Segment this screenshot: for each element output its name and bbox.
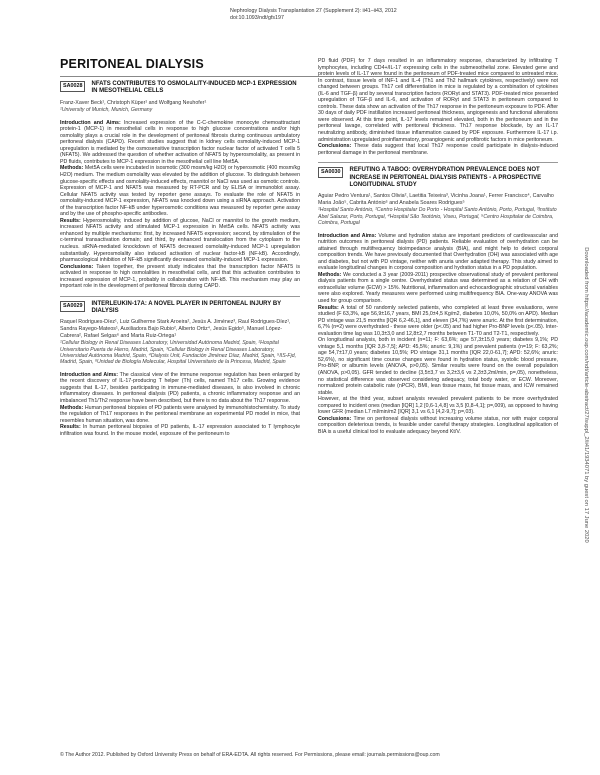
abstract-code: SA0029 [60, 301, 85, 312]
abstract-paragraph [60, 405, 300, 425]
para-text: Met5A cells were incubated in isosmotic (300 mosm/kg H2O) or hyperosmotic (400 mosm/kg H2O) medium. The medium osmolality was elevated by the addition of glucose. To distinguish between glucose-specific effects and osmolality-induced effects, mannitol or NaCl was used as osmotic controls. Expression of MCP-1 and NFAT5 was measured by RT-PCR and by ELISA or immunoblot assay. Cellular NFAT5 activity was tested by reporter gene assays. To evaluate the role of NFAT5 in osmolality-induced MCP-1 expression, NFAT5 was knocked down using a siRNA approach. Activation of the transcription factor NF-kB under hyperosmotic conditions was measured by reporter gene assay and by the use of phospho-specific antibodies. [60, 165, 300, 218]
right-column [318, 58, 558, 441]
para-label: Methods: [60, 404, 84, 411]
para-text: Increased expression of the C-C-chemokine monocyte chemoattractant protein-1 (MCP-1) in mesothelial cells in response to high glucose concentrations and/or high osmolality plays a crucial role in the development of peritoneal fibrosis during continuous ambulatory peritoneal dialysis (CAPD). Recent studies suggest that in kidney cells osmolality-induced MCP-1 upregulation is mediated by the osmosensitive transcription factor nuclear factor of activated T cells 5 (NFAT5). We addressed the question of whether activation of NFAT5 by hyperosmolality, as present in PD fluids, contributes to MCP-1 expression in the mesothelial cell line Met5A. [60, 119, 300, 165]
abstract-paragraph [318, 58, 558, 143]
para-text: A total of 50 randomly selected patients, who completed at least three evaluations, were studied (F 63,3%, age 56,9±16,7 years, BMI 25,0±4,5 Kg/m2, diabetes 10,0%, 50,0% on APD). Median PD vintage was 21,5 months [IQR 6,2-46,1], and eleven (34,7%) were anuric. At the first determination, 6,7% (n=2) were overhydrated - these were older (p<.05) and had higher Pro-BNP levels (p<.05). Inter-evaluation time lag was 10,3±3,0 and 12,8±2,7 months between T1-T0 and T2-T1, respectively. [318, 304, 558, 337]
abstract-paragraph [60, 165, 300, 217]
para-label: Introduction and Aims: [60, 371, 118, 378]
left-column [60, 81, 300, 443]
abstract-title: NFATS CONTRIBUTES TO OSMOLALITY-INDUCED MCP-1 EXPRESSION IN MESOTHELIAL CELLS [91, 81, 297, 95]
doi: doi:10.1093/ndt/gfs197 [230, 15, 284, 22]
para-text: Taken together, the present study indicates that the transcription factor NFAT5 is activated in response to high osmolalities in mesothelial cells, and that this activation contributes to increased expression of MCP-1, probably in collaboration with NF-kB. This mechanism may play an important role in the development of peritoneal fibrosis during CAPD. [60, 263, 300, 290]
abstract-title: REFUTING A TABOO: OVERHYDRATION PREVALENCE DOES NOT INCREASE IN PERITONEAL DIALYSIS PATIENTS - A PROSPECTIVE LONGITUDINAL STUDY [349, 167, 542, 188]
abstract-authors: Raquel Rodrigues-Díez¹, Luiz Guilherme Stark Aroeira², Jesús A. Jiménez³, Raul Rodrigues-Díez¹, Sandra Rayego-Mateos¹, Auxiliadora Bajo Rubio², Alberto Ortiz⁴, Jesús Egido⁵, Manuel López-Cabrera², Rafael Selgas⁶ and Marta Ruiz-Ortega¹ [60, 319, 291, 339]
abstract-paragraph [318, 396, 558, 416]
para-text: However, at the third year, subset analysis revealed prevalent patients to be more overhydrated compared to incident ones (median [IQR] 1,2 [0,6-1,4,8] vs 3,5 [0,8-4,1]; p=,009), as opposed to having lower GFR (median L7 ml/min/m2 [IQR] 3,1 vs 6,1 [4,2-9,7]; p=,03). [318, 396, 558, 416]
abstract-header [60, 301, 300, 316]
para-text: On longitudinal analysis, both in incident (n=11; F: 63,6%; age 57,3±15,0 years; diabetes 9,1%; PD vintage 5,1 months [IQR 3,8-7,5]; APD: 45,5%; anuric: 9,1%) and prevalent patients (n=19; F: 63,2%; age 54,7±17,0 years; diabetes 10,5%; PD vintage 31,1 months [IQR 22,0-61,7]; APD: 52,6%; anuric: 52,6%), no significant time course changes were found in hydration status, systolic blood pressure, Pro-BNP, or albumin levels (ANOVA, p>0,05). Similar results were found on the overall population (ANOVA, p>0,05). GFR tended to decline (3,5±3,7 vs 3,2±3,6 vs 2,3±3,2ml/min, p=,05), nonetheless, no statistical difference was observed considering adequacy, total body water, or ECW. Moreover, normalized protein catabolic rate (nPCR), BMI, lean tissue mass, fat tissue mass, and ICW remained stable. [318, 337, 558, 396]
para-label: Results: [60, 217, 81, 224]
para-text: Volume and hydration status are important predictors of cardiovascular and nutrition outcomes in peritoneal dialysis (PD) patients. Reliable evaluation of overhydration can be attained through multifrequency bioimpedance analysis (BIA), and might help to detect corporal composition trends. We have previously documented that Overhydration (OH) was associated with age and diabetes, but not with PD vintage, neither with anuria under adapted therapy. This study aimed to evaluate longitudinal changes in corporal composition and hydration status in a PD population. [318, 232, 558, 272]
para-text: PD fluid (PDF) for 7 days resulted in an inflammatory response, characterized by infiltrating T lymphocytes, including CD4+/IL-17 expressing cells in the submesothelial zone. Elevated gene and protein levels of IL-17 were found in the peritoneum of PDF-treated mice compared to untreated mice. In contrast, tissue levels of INF-1 and IL-4 (Th1 and Th2 hallmark cytokines, respectively) were not changed between groups. Th17 cell differentiation in mice is regulated by a combination of cytokines (IL-6 and TGF-β) and by several transcription factors (RORγt and STAT3). PDF-treated mice presented upregulation of TGF-β and IL-6, and activation of RORγt and STAT3 in peritoneum compared to controls. These data show an activation of the Th17 response in the peritoneum exposure to PDF. After 30 days of daily PDF instillation increased peritoneal thickness, angiogenesis and functional alterations were observed. At this time point, IL-17 levels remained elevated, both in the peritoneum and in the peritoneal lavage, correlated with peritoneal thickness. Th17 response blockade, by an IL-17 neutralizing antibody, diminished tissue inflammation caused by PDF exposure. Furthermore IL-17 i.p. administration upregulated proinflammatory, proangiogenic and profibrotic factors in mice peritoneum. [318, 58, 558, 143]
abstract-header [318, 167, 558, 189]
para-label: Introduction and Aims: [60, 119, 121, 126]
abstract-paragraph [60, 264, 300, 290]
abstract-paragraph [60, 120, 300, 166]
abstract-sa0029-continued [318, 58, 558, 156]
abstract-paragraph [318, 272, 558, 305]
para-text: We conducted a 3 year (2009-2011) prospective observational study of prevalent peritoneal dialysis patients from a single centre. Overhydrated status was determined as a relation of OH with extracellular volume (ECW) > 15%. Nutritional, inflammation and echocardiographic structural variables were also explored. Yearly measures were performed using multifrequency BIA. One-way ANOVA was used for group comparison. [318, 271, 558, 304]
abstract-affiliation: ¹Cellular Biology in Renal Diseases Laboratory, Universidad Autónoma Madrid, Spain, ²Hospital Universitario Puerta de Hierro, Madrid, Spain, ³Cellular Biology in Renal Diseases Laboratory, Universidad Autónoma Madrid, Spain, ⁴Dialysis Unit, Fundación Jiménez Díaz, Madrid, Spain, ⁵IIS-Fjd, Madrid, Spain, ⁶Unidad de Biología Molecular, Hospital Universitario de la Princesa, Madrid, Spain [60, 340, 297, 366]
abstract-paragraph [318, 143, 558, 156]
abstract-title: INTERLEUKIN-17A: A NOVEL PLAYER IN PERITONEAL INJURY BY DIALYSIS [91, 300, 282, 315]
para-label: Methods: [60, 165, 84, 172]
para-text: The classical view of the immune response regulation has been enlarged by the recent discovery of IL-17-producing T helper (Th) cells, named Th17 cells. Growing evidence suggests that IL-17, besides participating in immune-mediated diseases, is also involved in chronic inflammatory diseases. In peritoneal dialysis (PD) patients, a chronic inflammatory response and an imbalanced Th1/Th2 response have been described, but there is no data about the Th17 response. [60, 371, 300, 404]
abstract-code: SA0028 [60, 81, 85, 92]
abstract-sa0028 [60, 81, 300, 290]
para-text: These data suggest that local Th17 response could participate in dialysis-induced peritoneal damage in the peritoneal membrane. [318, 143, 558, 156]
section-title: PERITONEAL DIALYSIS [60, 57, 204, 71]
journal-header [0, 8, 600, 23]
abstract-divider [60, 296, 300, 297]
para-text: Human peritoneal biopsies of PD patients were analysed by immunohistochemistry. To study the regulation of Th17 responses in the peritoneal membrane an experimental PD model in mice, that resembles human situation, was done. [60, 404, 300, 424]
abstract-paragraph [60, 372, 300, 405]
para-label: Results: [318, 304, 339, 311]
abstract-paragraph [318, 305, 558, 338]
para-label: Introduction and Aims: [318, 232, 377, 239]
para-label: Methods: [318, 271, 342, 278]
abstract-header [60, 81, 300, 96]
abstract-paragraph [318, 233, 558, 272]
abstract-divider [318, 162, 558, 163]
abstract-affiliation: ¹Hospital Santo António, ²Centro Hospitalar Do Porto - Hospital Santo António, Porto, Portugal, ³Instituto Abel Salazar, Porto, Portugal, ⁴Hospital São Teotónio, Viseu, Portugal, ⁵Centro Hospitalar de Coimbra, Coimbra, Portugal [318, 207, 557, 227]
para-label: Conclusions: [60, 263, 94, 270]
download-notice: Downloaded from https://academic.oup.com/ndt/article-abstract/27/suppl_2/ii41/1934071 by guest on 17 June 2020 [583, 247, 589, 543]
abstract-sa0030 [318, 167, 558, 435]
para-label: Conclusions: [318, 143, 352, 150]
abstract-affiliation: ¹University of Munich, Munich, Germany [60, 107, 153, 114]
abstract-paragraph [60, 424, 300, 437]
abstract-paragraph [318, 337, 558, 396]
para-text: Hyperosmolality, induced by addition of glucose, NaCl or mannitol to the growth medium, increased NFAT5 activity and stimulated MCP-1 expression in Met5A cells. NFAT5 activity was enhanced by multiple mechanisms: first, by increased NFAT5 expression; second, by stimulation of the c-terminal transactivation domain; and third, by enhanced translocation from the cytoplasm to the nucleus. siRNA-mediated knockdown of NFAT5 decreased osmolality-induced MCP-1 upregulation substantially. Hyperosmolality also induced activation of nuclear factor-kB (NF-kB). Accordingly, pharmacological inhibition of NF-kB significantly decreased osmolality-induced MCP-1 expression. [60, 217, 300, 264]
abstract-paragraph [60, 218, 300, 264]
abstract-authors: Aguiar Pedro Ventura¹, Santos Olivia², Laetitia Teixeira³, Vicinha Joana¹, Ferrer Francisco⁴, Carvalho Maria João⁵, Cabrita António⁶ and Anabela Soares Rodrigues⁵ [318, 193, 554, 206]
para-text: Time on peritoneal dialysis without increasing volume status, nor with major corporal composition deleterious trends, is feasible under careful therapy strategies. Longitudinal application of BIA is a useful clinical tool to evaluate adequacy beyond Kt/V. [318, 415, 558, 435]
para-label: Conclusions: [318, 415, 352, 422]
para-label: Results: [60, 424, 81, 431]
abstract-sa0029 [60, 301, 300, 437]
abstract-code: SA0030 [318, 167, 343, 178]
para-text: In human peritoneal biopsies of PD patients, IL-17 expression associated to T lymphocyte infiltration was found. In the mouse model, exposure of the peritoneum to [60, 424, 300, 437]
copyright-footer: © The Author 2012. Published by Oxford University Press on behalf of ERA-EDTA. All rights reserved. For Permissions, please email: journals.permissions@oup.com [60, 752, 440, 758]
abstract-authors: Franz-Xaver Beck¹, Christoph Küper¹ and Wolfgang Neuhofer¹ [60, 99, 207, 106]
abstract-paragraph [318, 416, 558, 436]
journal-citation: Nephrology Dialysis Transplantation 27 (Supplement 2): ii41–ii43, 2012 [230, 8, 397, 14]
